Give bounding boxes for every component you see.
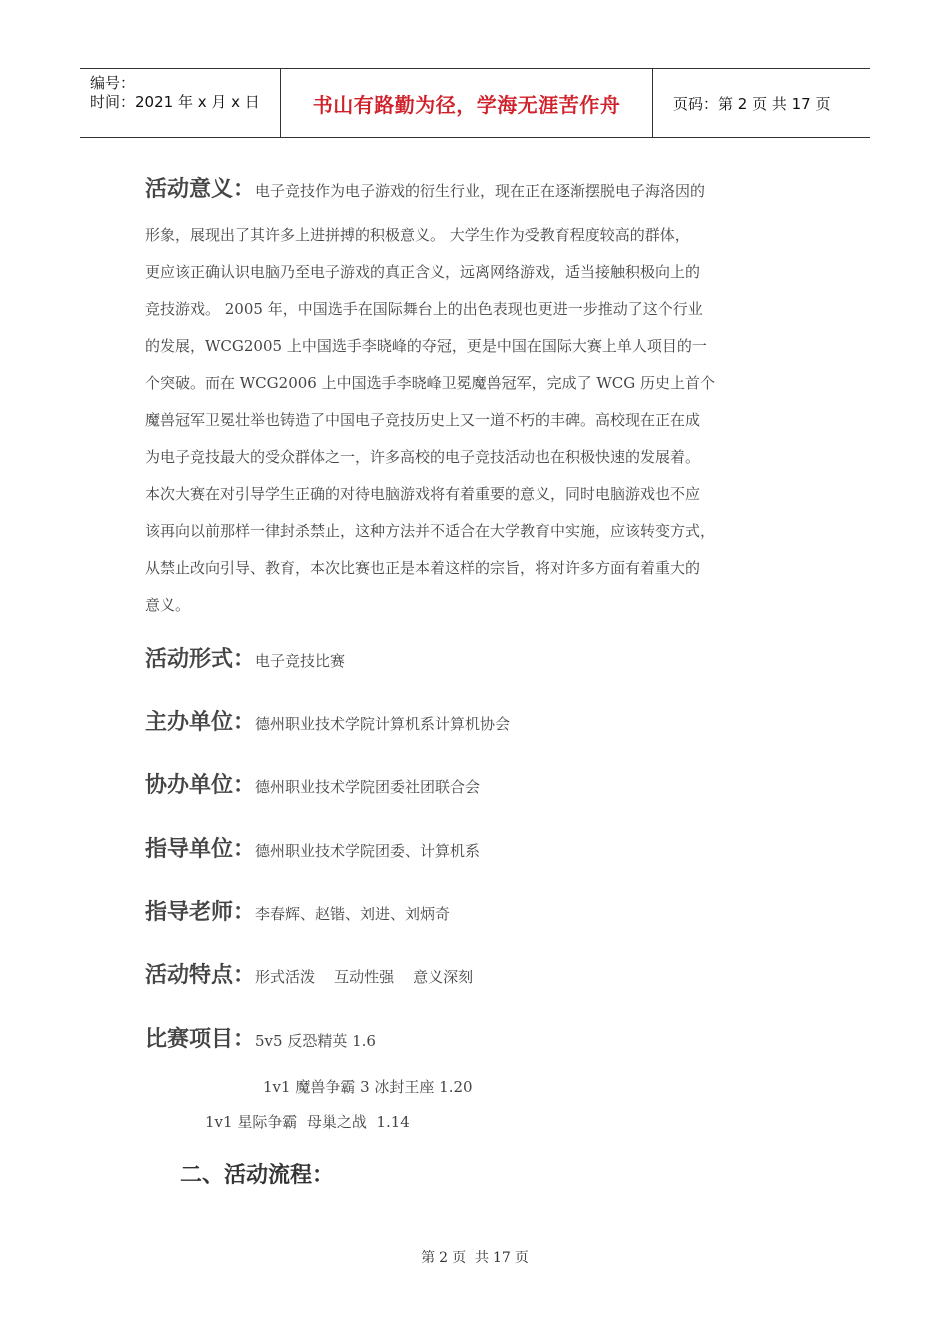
advisors-value: 李春辉、赵锴、刘进、刘炳奇 <box>255 905 451 923</box>
form-value: 电子竞技比赛 <box>255 652 346 670</box>
significance-line: 个突破。而在 WCG2006 上中国选手李晓峰卫冕魔兽冠军，完成了 WCG 历史上首个 <box>145 374 716 392</box>
page-info-text: 页码：第 2 页 共 17 页 <box>673 94 831 113</box>
event-item: 1v1 魔兽争霸 3 冰封王座 1.20 <box>263 1078 473 1096</box>
footer-suffix: 页 <box>514 1250 529 1266</box>
header-meta-cell <box>80 69 281 137</box>
significance-line: 从禁止改向引导、教育，本次比赛也正是本着这样的宗旨，将对许多方面有着重大的 <box>145 559 701 577</box>
number-label: 编号： <box>90 74 136 92</box>
page-header <box>80 68 870 138</box>
footer-prefix: 第 <box>421 1250 436 1266</box>
features-label: 活动特点： <box>145 963 256 988</box>
header-page-info <box>663 69 870 137</box>
footer-page: 2 <box>439 1250 449 1266</box>
organizer-value: 德州职业技术学院计算机系计算机协会 <box>255 715 511 733</box>
footer-total: 17 <box>493 1250 511 1266</box>
section-title: 二、活动流程： <box>180 1163 335 1188</box>
events-label: 比赛项目： <box>145 1027 256 1052</box>
significance-line: 该再向以前那样一律封杀禁止，这种方法并不适合在大学教育中实施，应该转变方式， <box>145 522 716 540</box>
features-value: 形式活泼 互动性强 意义深刻 <box>255 968 474 986</box>
advisors-row <box>145 895 450 926</box>
significance-line: 竞技游戏。 2005 年，中国选手在国际舞台上的出色表现也更进一步推动了这个行业 <box>145 300 703 318</box>
footer-mid: 页 共 <box>452 1250 489 1266</box>
advisors-label: 指导老师： <box>145 900 256 925</box>
guidance-unit-value: 德州职业技术学院团委、计算机系 <box>255 842 481 860</box>
event-item: 5v5 反恐精英 1.6 <box>255 1032 376 1050</box>
guidance-unit-label: 指导单位： <box>145 837 256 862</box>
form-row <box>145 642 345 673</box>
significance-label: 活动意义： <box>145 177 256 202</box>
time-label: 时间：2021 年 x 月 x 日 <box>90 93 260 111</box>
co-organizer-label: 协办单位： <box>145 773 256 798</box>
event-item: 1v1 星际争霸 母巢之战 1.14 <box>205 1113 410 1131</box>
page-footer <box>0 1247 950 1267</box>
features-row <box>145 958 473 989</box>
co-organizer-row <box>145 768 480 799</box>
significance-line: 的发展，WCG2005 上中国选手李晓峰的夺冠，更是中国在国际大赛上单人项目的一 <box>145 337 707 355</box>
significance-line: 魔兽冠军卫冕壮举也铸造了中国电子竞技历史上又一道不朽的丰碑。高校现在正在成 <box>145 411 701 429</box>
organizer-row <box>145 705 510 736</box>
significance-heading <box>145 172 705 203</box>
events-row <box>145 1022 376 1053</box>
significance-line: 本次大赛在对引导学生正确的对待电脑游戏将有着重要的意义，同时电脑游戏也不应 <box>145 485 701 503</box>
form-label: 活动形式： <box>145 647 256 672</box>
significance-line-0: 电子竞技作为电子游戏的衍生行业，现在正在逐渐摆脱电子海洛因的 <box>255 182 706 200</box>
significance-line: 更应该正确认识电脑乃至电子游戏的真正含义，远离网络游戏，适当接触积极向上的 <box>145 263 701 281</box>
organizer-label: 主办单位： <box>145 710 256 735</box>
significance-line: 意义。 <box>145 596 191 614</box>
significance-line: 形象，展现出了其许多上进拼搏的积极意义。 大学生作为受教育程度较高的群体， <box>145 226 690 244</box>
co-organizer-value: 德州职业技术学院团委社团联合会 <box>255 778 481 796</box>
header-motto: 书山有路勤为径，学海无涯苦作舟 <box>281 69 653 137</box>
significance-line: 为电子竞技最大的受众群体之一，许多高校的电子竞技活动也在积极快速的发展着。 <box>145 448 701 466</box>
guidance-unit-row <box>145 832 480 863</box>
